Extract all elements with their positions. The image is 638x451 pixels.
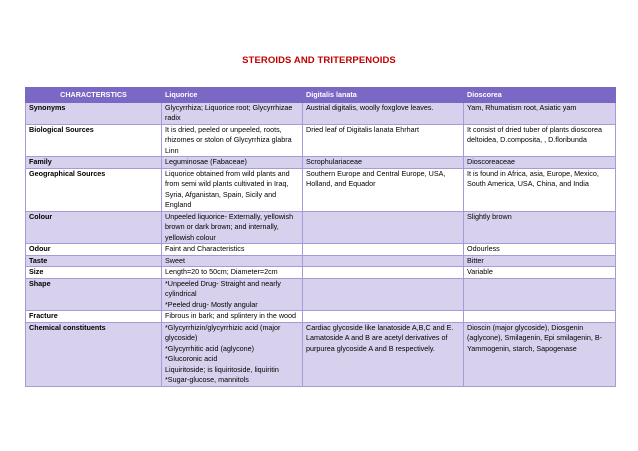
table-cell <box>464 311 616 323</box>
table-cell <box>303 255 464 267</box>
row-label: Size <box>26 267 162 279</box>
row-label: Biological Sources <box>26 124 162 157</box>
table-cell: *Unpeeled Drug- Straight and nearly cylindrical *Peeled drug- Mostly angular <box>162 278 303 311</box>
table-cell: Dried leaf of Digitalis lanata Ehrhart <box>303 124 464 157</box>
table-row <box>26 157 616 169</box>
table-cell: Scrophulariaceae <box>303 157 464 169</box>
table-cell: Variable <box>464 267 616 279</box>
characteristics-table <box>25 87 616 387</box>
row-label: Shape <box>26 278 162 311</box>
table-cell: Liquorice obtained from wild plants and from semi wild plants cultivated in Iraq, Syria, Afganistan, Spain, Sicily and England <box>162 168 303 211</box>
table-row <box>26 278 616 311</box>
table-cell: Slightly brown <box>464 211 616 244</box>
table-cell: Southern Europe and Central Europe, USA, Holland, and Equador <box>303 168 464 211</box>
row-label: Synonyms <box>26 102 162 124</box>
table-cell: Odourless <box>464 244 616 256</box>
table-cell: Bitter <box>464 255 616 267</box>
table-cell <box>303 278 464 311</box>
header-dioscorea: Dioscorea <box>464 88 616 103</box>
table-row <box>26 168 616 211</box>
table-row <box>26 124 616 157</box>
table-cell: It consist of dried tuber of plants dioscorea deltoidea, D.composita, , D.floribunda <box>464 124 616 157</box>
table-cell <box>464 278 616 311</box>
table-cell: Dioscoreaceae <box>464 157 616 169</box>
row-label: Family <box>26 157 162 169</box>
table-row <box>26 102 616 124</box>
table-row <box>26 311 616 323</box>
row-label: Geographical Sources <box>26 168 162 211</box>
row-label: Taste <box>26 255 162 267</box>
table-row <box>26 211 616 244</box>
table-cell: Glycyrrhiza; Liquorice root; Glycyrrhizae radix <box>162 102 303 124</box>
table-cell <box>303 267 464 279</box>
table-cell: Dioscin (major glycoside), Diosgenin (aglycone), Smilagenin, Epi smilagenin, B-Yammogenin, starch, Sapogenase <box>464 322 616 386</box>
table-cell <box>303 244 464 256</box>
table-cell: It is dried, peeled or unpeeled, roots, rhizomes or stolon of Glycyrrhiza glabra Linn <box>162 124 303 157</box>
table-cell: Cardiac glycoside like lanatoside A,B,C and E. Lamatoside A and B are acetyl derivatives of purpurea glycoside A and B respectively. <box>303 322 464 386</box>
table-cell: Austrial digitalis, woolly foxglove leaves. <box>303 102 464 124</box>
table-row <box>26 267 616 279</box>
table-cell: Length=20 to 50cm; Diameter=2cm <box>162 267 303 279</box>
header-liquorice: Liquorice <box>162 88 303 103</box>
table-cell: It is found in Africa, asia, Europe, Mexico, South America, USA, China, and India <box>464 168 616 211</box>
header-characteristics: CHARACTERSTICS <box>26 88 162 103</box>
header-digitalis-lanata: Digitalis lanata <box>303 88 464 103</box>
table-cell: Sweet <box>162 255 303 267</box>
table-cell: Fibrous in bark; and splintery in the wood <box>162 311 303 323</box>
row-label: Colour <box>26 211 162 244</box>
table-cell: *Glycyrrhizin/glycyrrhizic acid (major glycoside) *Glycyrrhitic acid (aglycone) *Glucoronic acid Liquiritoside; is liquiritoside, liquiritin *Sugar-glucose, mannitols <box>162 322 303 386</box>
table-cell: Yam, Rhumatism root, Asiatic yam <box>464 102 616 124</box>
document-title: STEROIDS AND TRITERPENOIDS <box>242 55 396 66</box>
table-cell: Unpeeled liquorice- Externally, yellowish brown or dark brown; and internally, yellowish colour <box>162 211 303 244</box>
table-row <box>26 322 616 386</box>
row-label: Chemical constituents <box>26 322 162 386</box>
table-cell: Leguminosae (Fabaceae) <box>162 157 303 169</box>
table-row <box>26 255 616 267</box>
table-header-row <box>26 88 616 103</box>
table-row <box>26 244 616 256</box>
row-label: Odour <box>26 244 162 256</box>
table-cell: Faint and Characteristics <box>162 244 303 256</box>
table-cell <box>303 311 464 323</box>
row-label: Fracture <box>26 311 162 323</box>
table-cell <box>303 211 464 244</box>
